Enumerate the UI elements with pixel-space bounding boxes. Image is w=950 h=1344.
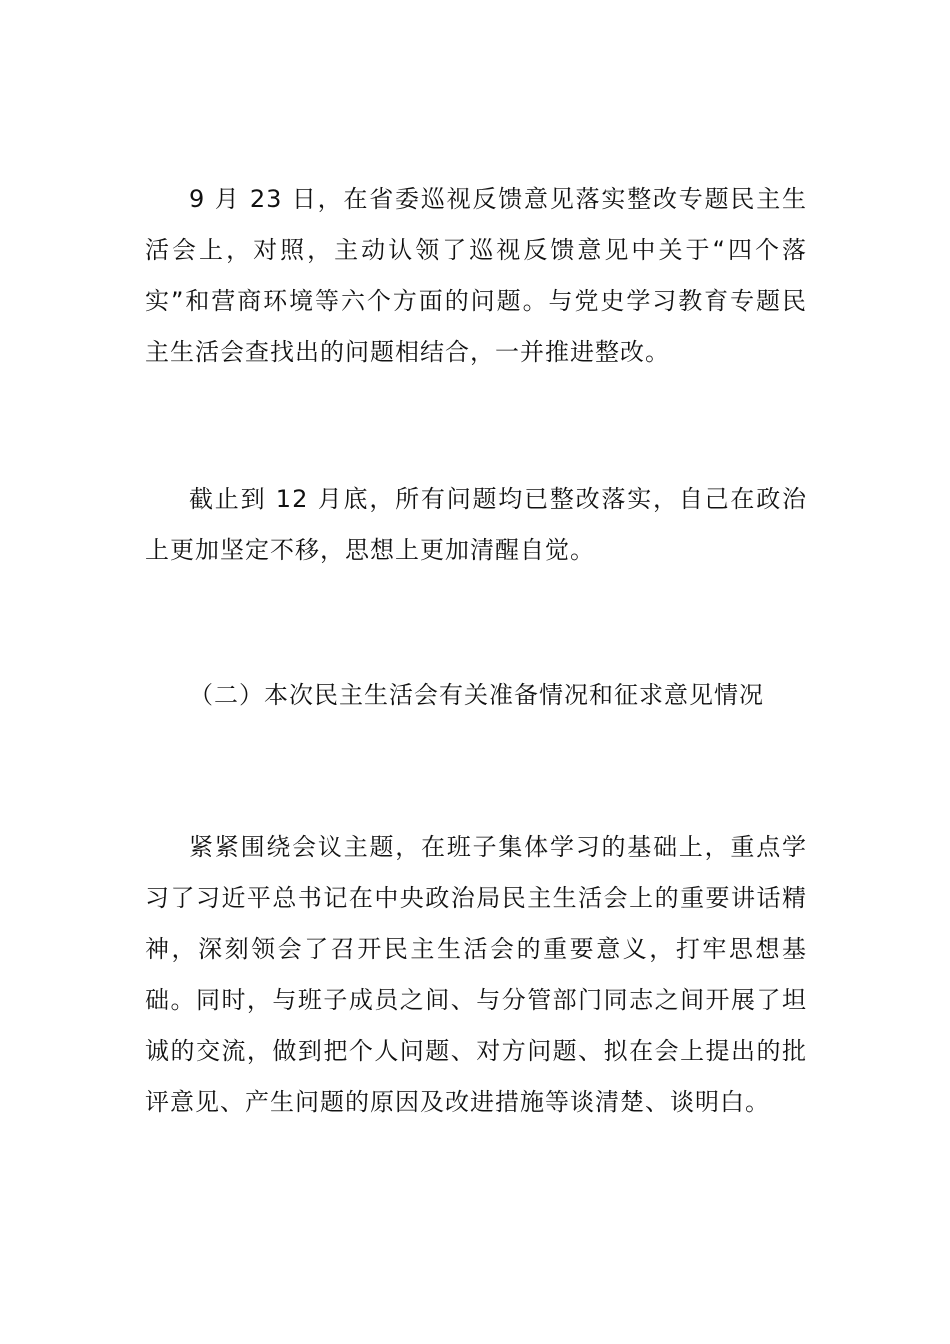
paragraph-rectification-result: 截止到 12 月底，所有问题均已整改落实，自己在政治上更加坚定不移，思想上更加清醒自觉。 (145, 485, 807, 564)
paragraph-rectification-meeting: 9 月 23 日，在省委巡视反馈意见落实整改专题民主生活会上，对照，主动认领了巡视反馈意见中关于“四个落实”和营商环境等六个方面的问题。与党史学习教育专题民主生活会查找出的问题相结合，一并推进整改。 (145, 185, 807, 366)
section-heading-preparation: （二）本次民主生活会有关准备情况和征求意见情况 (189, 681, 764, 709)
paragraph-preparation-details: 紧紧围绕会议主题，在班子集体学习的基础上，重点学习了习近平总书记在中央政治局民主生活会上的重要讲话精神，深刻领会了召开民主生活会的重要意义，打牢思想基础。同时，与班子成员之间、与分管部门同志之间开展了坦诚的交流，做到把个人问题、对方问题、拟在会上提出的批评意见、产生问题的原因及改进措施等谈清楚、谈明白。 (145, 833, 807, 1116)
